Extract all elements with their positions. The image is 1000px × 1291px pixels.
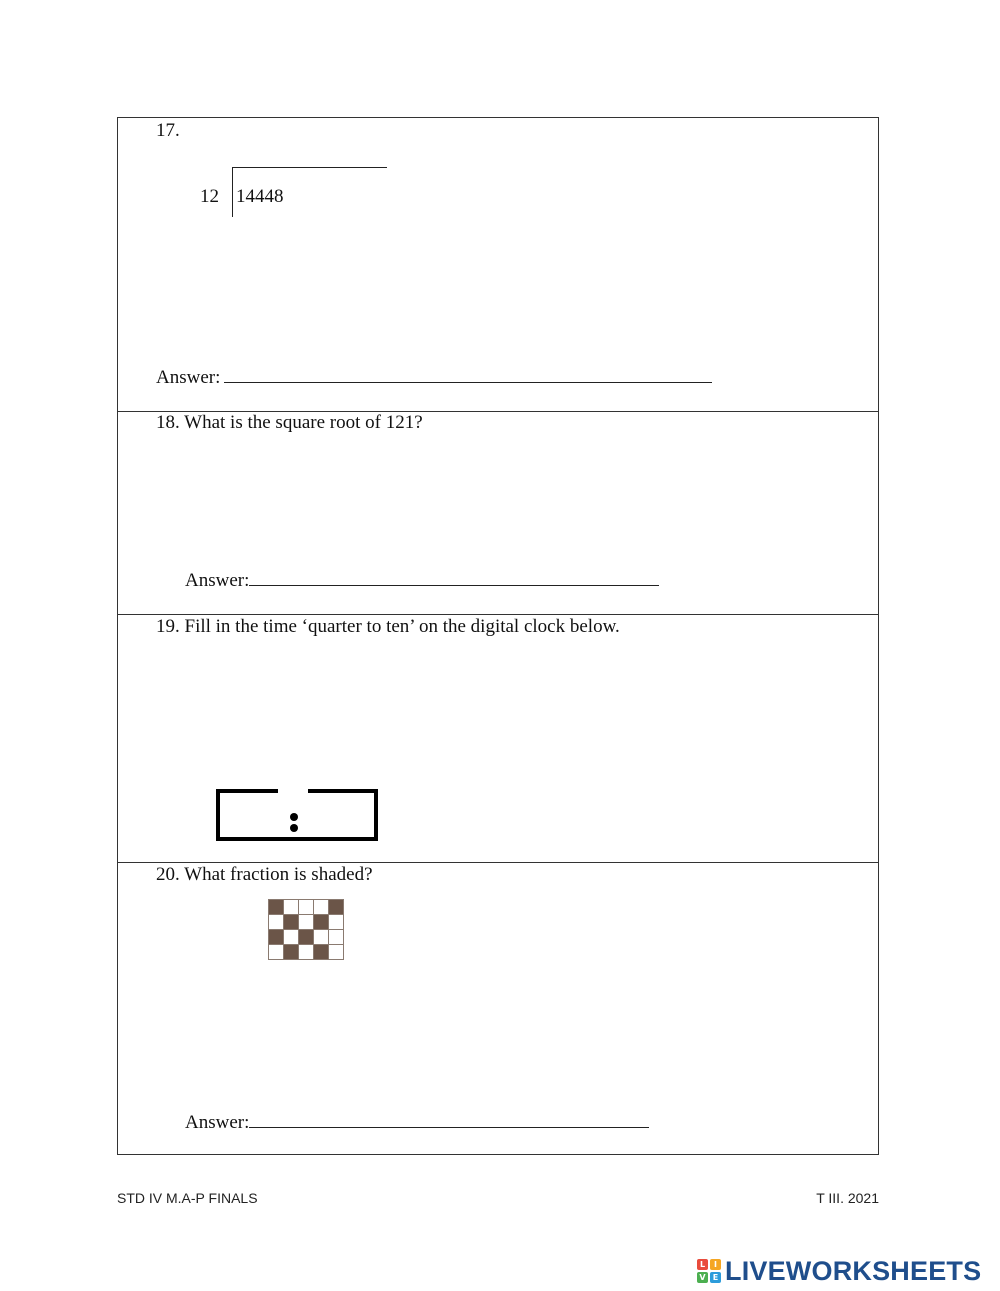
- q20-answer-row: [185, 1111, 649, 1134]
- grid-cell-shaded: [329, 900, 344, 915]
- clock-colon-dot-bottom: [290, 824, 298, 832]
- grid-cell: [299, 900, 314, 915]
- grid-cell-shaded: [284, 945, 299, 960]
- q20-answer-line[interactable]: [249, 1111, 649, 1128]
- grid-cell-shaded: [284, 915, 299, 930]
- grid-cell-shaded: [269, 930, 284, 945]
- footer-left: STD IV M.A-P FINALS: [117, 1190, 258, 1206]
- divider-18-19: [118, 614, 878, 615]
- q17-answer-label: Answer:: [156, 367, 221, 388]
- logo-block-e: E: [710, 1272, 721, 1283]
- worksheet-frame: [117, 117, 879, 1155]
- grid-cell-shaded: [299, 930, 314, 945]
- clock-minutes-field[interactable]: [308, 799, 368, 831]
- q17-answer-row: [156, 366, 712, 389]
- q20-answer-label: Answer:: [185, 1112, 250, 1133]
- q17-number: 17.: [156, 120, 180, 141]
- fraction-grid: [268, 899, 344, 960]
- liveworksheets-logo[interactable]: [697, 1256, 981, 1286]
- grid-cell-shaded: [314, 915, 329, 930]
- logo-block-l: L: [697, 1259, 708, 1270]
- logo-block-i: I: [710, 1259, 721, 1270]
- grid-cell: [314, 930, 329, 945]
- q19-prompt: 19. Fill in the time ‘quarter to ten’ on the digital clock below.: [156, 616, 620, 637]
- grid-cell: [299, 945, 314, 960]
- grid-cell: [269, 945, 284, 960]
- q18-prompt: 18. What is the square root of 121?: [156, 412, 423, 433]
- grid-cell-shaded: [314, 945, 329, 960]
- grid-cell: [329, 945, 344, 960]
- q18-answer-row: [185, 569, 659, 592]
- logo-text: LIVEWORKSHEETS: [725, 1255, 982, 1286]
- q17-divisor: 12: [200, 186, 219, 207]
- clock-hours-field[interactable]: [226, 799, 282, 831]
- grid-cell: [329, 915, 344, 930]
- grid-cell-shaded: [269, 900, 284, 915]
- q18-answer-line[interactable]: [249, 569, 659, 586]
- grid-cell: [284, 930, 299, 945]
- grid-cell: [284, 900, 299, 915]
- q20-prompt: 20. What fraction is shaded?: [156, 864, 373, 885]
- digital-clock: [216, 789, 378, 841]
- logo-blocks-icon: [697, 1259, 721, 1283]
- grid-cell: [314, 900, 329, 915]
- logo-block-v: V: [697, 1272, 708, 1283]
- divider-19-20: [118, 862, 878, 863]
- grid-cell: [299, 915, 314, 930]
- clock-colon-dot-top: [290, 813, 298, 821]
- q18-answer-label: Answer:: [185, 570, 250, 591]
- division-bracket-side: [232, 167, 233, 217]
- grid-cell: [329, 930, 344, 945]
- q17-dividend: 14448: [236, 186, 284, 207]
- division-bracket-top: [232, 167, 387, 168]
- footer-right: T III. 2021: [816, 1190, 879, 1206]
- clock-gap: [278, 789, 308, 793]
- grid-cell: [269, 915, 284, 930]
- q17-answer-line[interactable]: [224, 366, 712, 383]
